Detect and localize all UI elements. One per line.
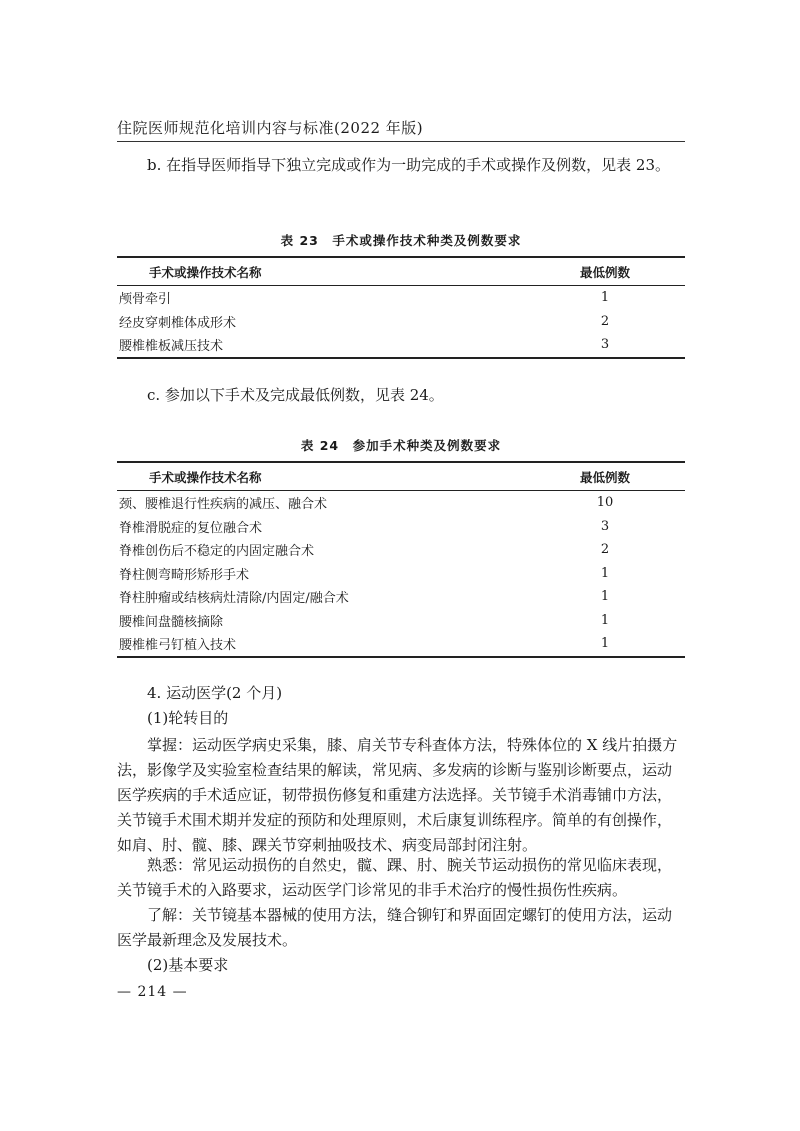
table-row — [117, 310, 685, 334]
column-header-name: 手术或操作技术名称 — [117, 257, 525, 286]
cell-name: 脊柱侧弯畸形矫形手术 — [119, 567, 250, 583]
cell-count: 1 — [600, 290, 610, 306]
table-24 — [117, 461, 685, 658]
table-row — [117, 632, 685, 657]
cell-name: 脊柱肿瘤或结核病灶清除/内固定/融合术 — [119, 591, 349, 607]
cell-name: 腰椎间盘髓核摘除 — [119, 614, 224, 630]
cell-count: 1 — [600, 589, 610, 605]
table-row — [117, 515, 685, 539]
cell-name: 脊椎创伤后不稳定的内固定融合术 — [119, 544, 315, 560]
table-row — [117, 538, 685, 562]
table-row — [117, 286, 685, 310]
cell-count: 10 — [596, 495, 614, 511]
cell-count: 3 — [600, 518, 610, 534]
cell-count: 1 — [600, 565, 610, 581]
cell-count: 1 — [525, 632, 685, 657]
header-rule — [117, 141, 685, 142]
table-23-caption: 表 23 手术或操作技术种类及例数要求 — [280, 233, 522, 248]
table-row — [117, 585, 685, 609]
running-header: 住院医师规范化培训内容与标准(2022 年版) — [117, 119, 424, 137]
cell-count: 2 — [600, 542, 610, 558]
table-row — [117, 609, 685, 633]
page-number: — 214 — — [117, 984, 188, 1000]
table-row — [117, 491, 685, 515]
paragraph-understand: 了解：关节镜基本器械的使用方法，缝合铆钉和界面固定螺钉的使用方法，运动医学最新理念及发展技术。 — [117, 906, 673, 949]
table-header-row — [117, 462, 685, 491]
section-heading: 4. 运动医学(2 个月) — [147, 684, 283, 702]
paragraph-master: 掌握：运动医学病史采集，膝、肩关节专科查体方法，特殊体位的 X 线片拍摄方法，影像学及实验室检查结果的解读，常见病、多发病的诊断与鉴别诊断要点，运动医学疾病的手术适应证，韧带损伤修复和重建方法选择。关节镜手术消毒铺巾方法，关节镜手术围术期并发症的预防和处理原则，术后康复训练程序。简单的有创操作，如肩、肘、髋、膝、踝关节穿刺抽吸技术、病变局部封闭注射。 — [117, 736, 678, 854]
cell-name: 腰椎椎板减压技术 — [117, 333, 525, 358]
cell-count: 3 — [525, 333, 685, 358]
column-header-count: 最低例数 — [525, 462, 685, 491]
subsection-heading-requirements: (2)基本要求 — [147, 956, 229, 974]
paragraph-c: c. 参加以下手术及完成最低例数，见表 24。 — [147, 386, 444, 404]
cell-name: 腰椎椎弓钉植入技术 — [117, 632, 525, 657]
table-row — [117, 562, 685, 586]
cell-count: 2 — [600, 313, 610, 329]
subsection-heading-goals: (1)轮转目的 — [147, 709, 229, 727]
column-header-name: 手术或操作技术名称 — [117, 462, 525, 491]
cell-name: 脊椎滑脱症的复位融合术 — [119, 520, 263, 536]
cell-name: 颈、腰椎退行性疾病的减压、融合术 — [119, 497, 328, 513]
table-header-row — [117, 257, 685, 286]
cell-name: 经皮穿刺椎体成形术 — [119, 315, 237, 331]
paragraph-b: b. 在指导医师指导下独立完成或作为一助完成的手术或操作及例数，见表 23。 — [147, 156, 670, 174]
paragraph-familiar: 熟悉：常见运动损伤的自然史，髋、踝、肘、腕关节运动损伤的常见临床表现，关节镜手术的入路要求，运动医学门诊常见的非手术治疗的慢性损伤性疾病。 — [117, 856, 673, 899]
table-24-caption: 表 24 参加手术种类及例数要求 — [300, 438, 502, 453]
cell-name: 颅骨牵引 — [119, 292, 172, 308]
table-23 — [117, 256, 685, 359]
column-header-count: 最低例数 — [525, 257, 685, 286]
cell-count: 1 — [600, 612, 610, 628]
table-row — [117, 333, 685, 358]
